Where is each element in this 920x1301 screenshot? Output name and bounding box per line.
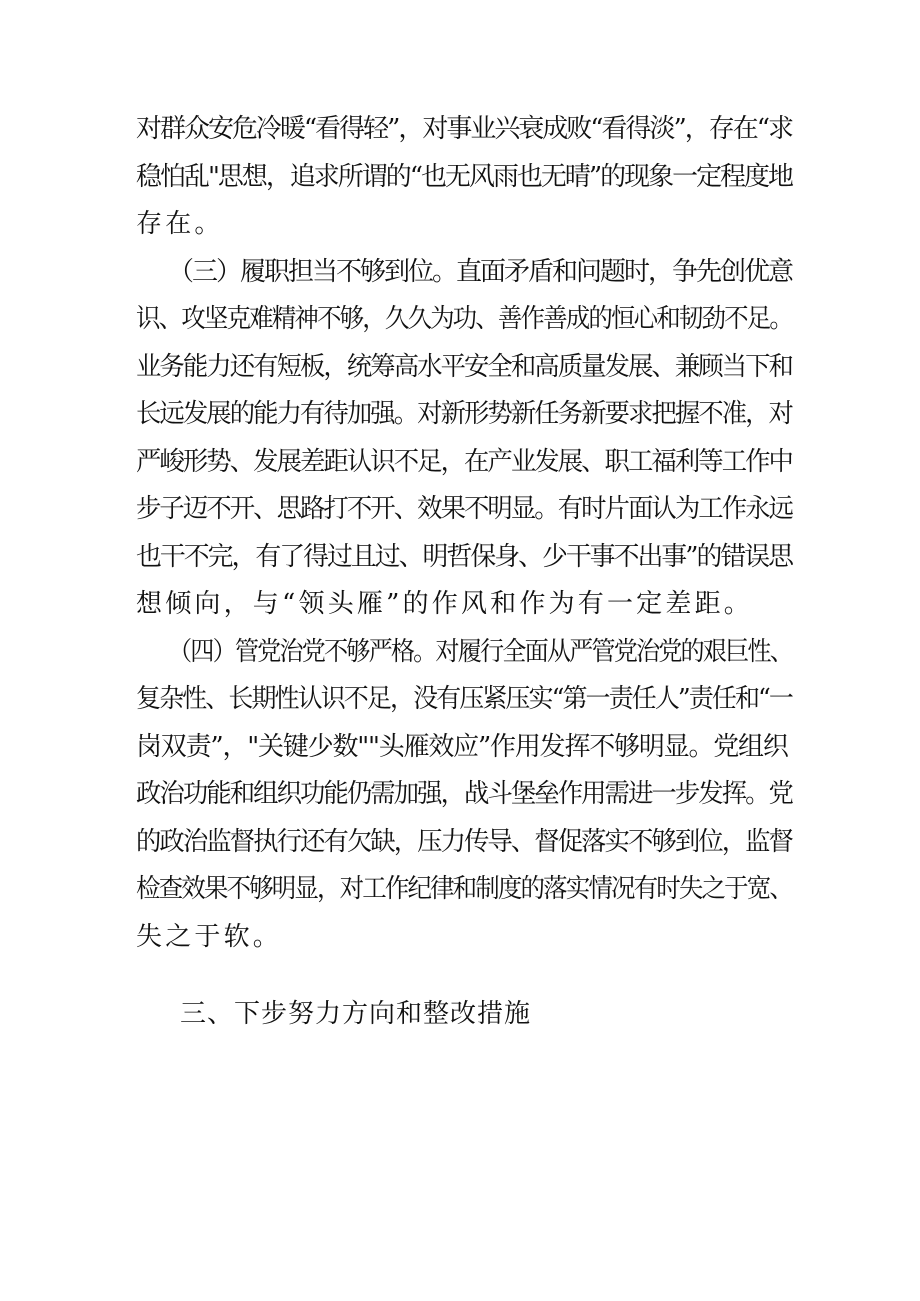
paragraph-2-line-5: 严峻形势、发展差距认识不足，在产业发展、职工福利等工作中 [136, 446, 792, 477]
paragraph-2-line-4: 长远发展的能力有待加强。对新形势新任务新要求把握不准，对 [136, 399, 792, 429]
paragraph-3-line-3: 岗双责”，"关键少数""头雁效应”作用发挥不够明显。党组织 [136, 731, 788, 762]
paragraph-1-line-3: 存在。 [136, 209, 224, 239]
paragraph-3-line-4: 政治功能和组织功能仍需加强，战斗堡垒作用需进一步发挥。党 [136, 779, 792, 809]
paragraph-1-line-1: 对群众安危冷暖“看得轻”，对事业兴衰成败“看得淡”，存在“求 [136, 114, 792, 144]
paragraph-2-line-3: 业务能力还有短板，统筹高水平安全和高质量发展、兼顾当下和 [136, 351, 792, 382]
paragraph-2-line-1: （三）履职担当不够到位。直面矛盾和问题时，争先创优意 [168, 256, 792, 287]
section-heading: 三、下步努力方向和整改措施 [180, 999, 532, 1029]
paragraph-2-line-6: 步子迈不开、思路打不开、效果不明显。有时片面认为工作永远 [136, 494, 792, 524]
paragraph-3-line-2: 复杂性、长期性认识不足，没有压紧压实“第一责任人”责任和“一 [136, 684, 792, 714]
paragraph-2-line-7: 也干不完，有了得过且过、明哲保身、少干事不出事”的错误思 [136, 541, 792, 572]
paragraph-2-line-8: 想倾向，与“领头雁”的作风和作为有一定差距。 [136, 589, 753, 619]
paragraph-1-line-2: 稳怕乱"思想，追求所谓的“也无风雨也无晴”的现象一定程度地 [136, 161, 792, 192]
paragraph-3-line-5: 的政治监督执行还有欠缺，压力传导、督促落实不够到位，监督 [136, 826, 792, 857]
paragraph-2-line-2: 识、攻坚克难精神不够，久久为功、善作善成的恒心和韧劲不足。 [136, 304, 792, 334]
paragraph-3-line-1: （四）管党治党不够严格。对履行全面从严管党治党的艰巨性、 [168, 636, 792, 667]
paragraph-3-line-6: 检查效果不够明显，对工作纪律和制度的落实情况有时失之于宽、 [136, 874, 792, 904]
paragraph-3-line-7: 失之于软。 [136, 921, 283, 952]
